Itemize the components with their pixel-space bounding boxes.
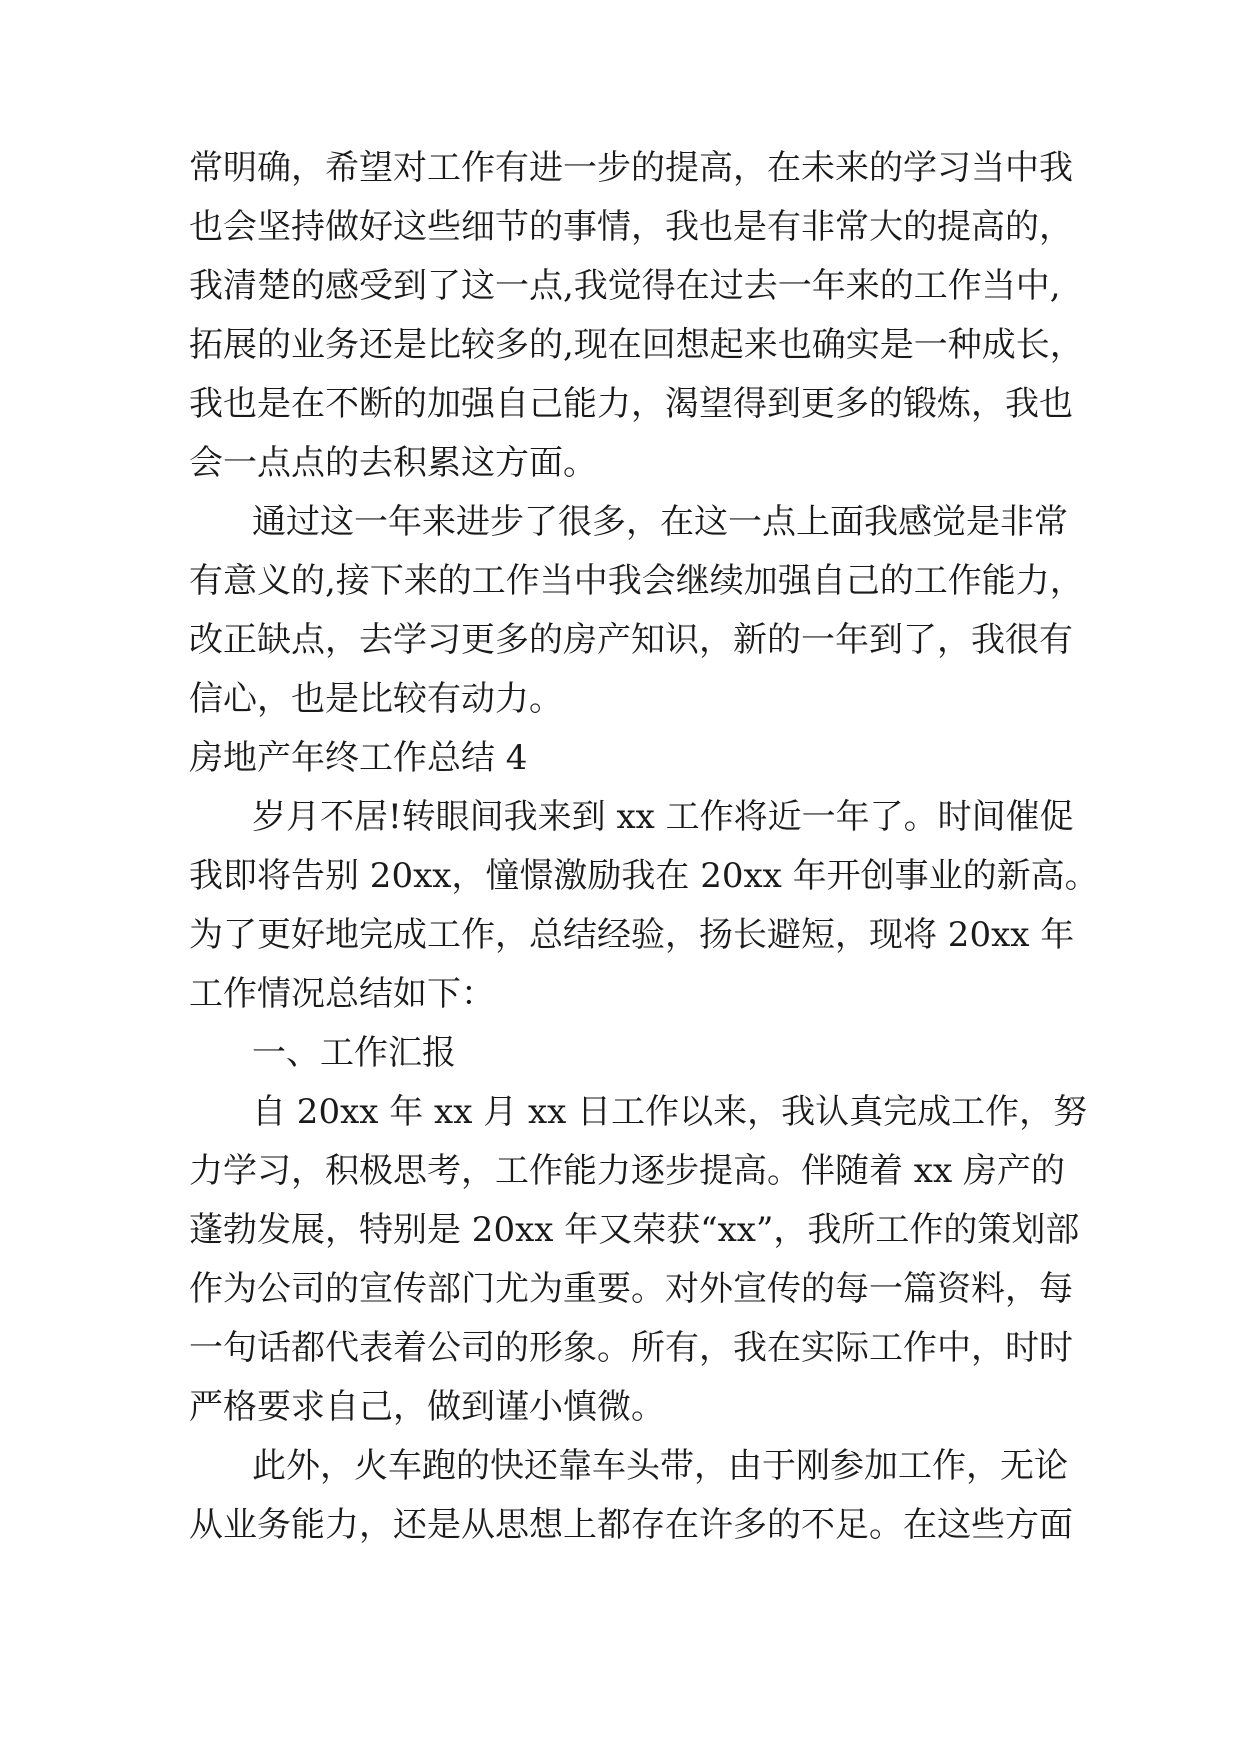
- body-line: 一句话都代表着公司的形象。所有，我在实际工作中，时时: [189, 1328, 1073, 1368]
- paragraph-start-line: 此外，火车跑的快还靠车头带，由于刚参加工作，无论: [252, 1446, 1068, 1486]
- paragraph-start-line: 通过这一年来进步了很多，在这一点上面我感觉是非常: [252, 502, 1068, 542]
- body-line: 也会坚持做好这些细节的事情，我也是有非常大的提高的，: [189, 207, 1073, 247]
- body-line: 力学习，积极思考，工作能力逐步提高。伴随着 xx 房产的: [189, 1151, 1065, 1191]
- body-line: 拓展的业务还是比较多的,现在回想起来也确实是一种成长，: [189, 325, 1084, 365]
- body-line: 工作情况总结如下：: [189, 974, 495, 1014]
- body-line: 为了更好地完成工作，总结经验，扬长避短，现将 20xx 年: [189, 915, 1075, 955]
- section-heading: 房地产年终工作总结 4: [189, 738, 528, 778]
- body-line: 我清楚的感受到了这一点,我觉得在过去一年来的工作当中,: [189, 266, 1061, 306]
- body-line: 信心，也是比较有动力。: [189, 679, 563, 719]
- body-line: 会一点点的去积累这方面。: [189, 443, 597, 483]
- body-line: 改正缺点，去学习更多的房产知识，新的一年到了，我很有: [189, 620, 1073, 660]
- body-line: 严格要求自己，做到谨小慎微。: [189, 1387, 665, 1427]
- body-line: 我也是在不断的加强自己能力，渴望得到更多的锻炼，我也: [189, 384, 1073, 424]
- body-line: 常明确，希望对工作有进一步的提高，在未来的学习当中我: [189, 148, 1073, 188]
- body-line: 蓬勃发展，特别是 20xx 年又荣获“xx”，我所工作的策划部: [189, 1210, 1080, 1250]
- body-line: 有意义的,接下来的工作当中我会继续加强自己的工作能力，: [189, 561, 1084, 601]
- paragraph-start-line: 岁月不居!转眼间我来到 xx 工作将近一年了。时间催促: [252, 797, 1074, 837]
- body-line: 从业务能力，还是从思想上都存在许多的不足。在这些方面: [189, 1505, 1073, 1545]
- subsection-heading: 一、工作汇报: [252, 1033, 456, 1073]
- body-line: 作为公司的宣传部门尤为重要。对外宣传的每一篇资料，每: [189, 1269, 1073, 1309]
- body-line: 我即将告别 20xx，憧憬激励我在 20xx 年开创事业的新高。: [189, 856, 1099, 896]
- paragraph-start-line: 自 20xx 年 xx 月 xx 日工作以来，我认真完成工作，努: [252, 1092, 1088, 1132]
